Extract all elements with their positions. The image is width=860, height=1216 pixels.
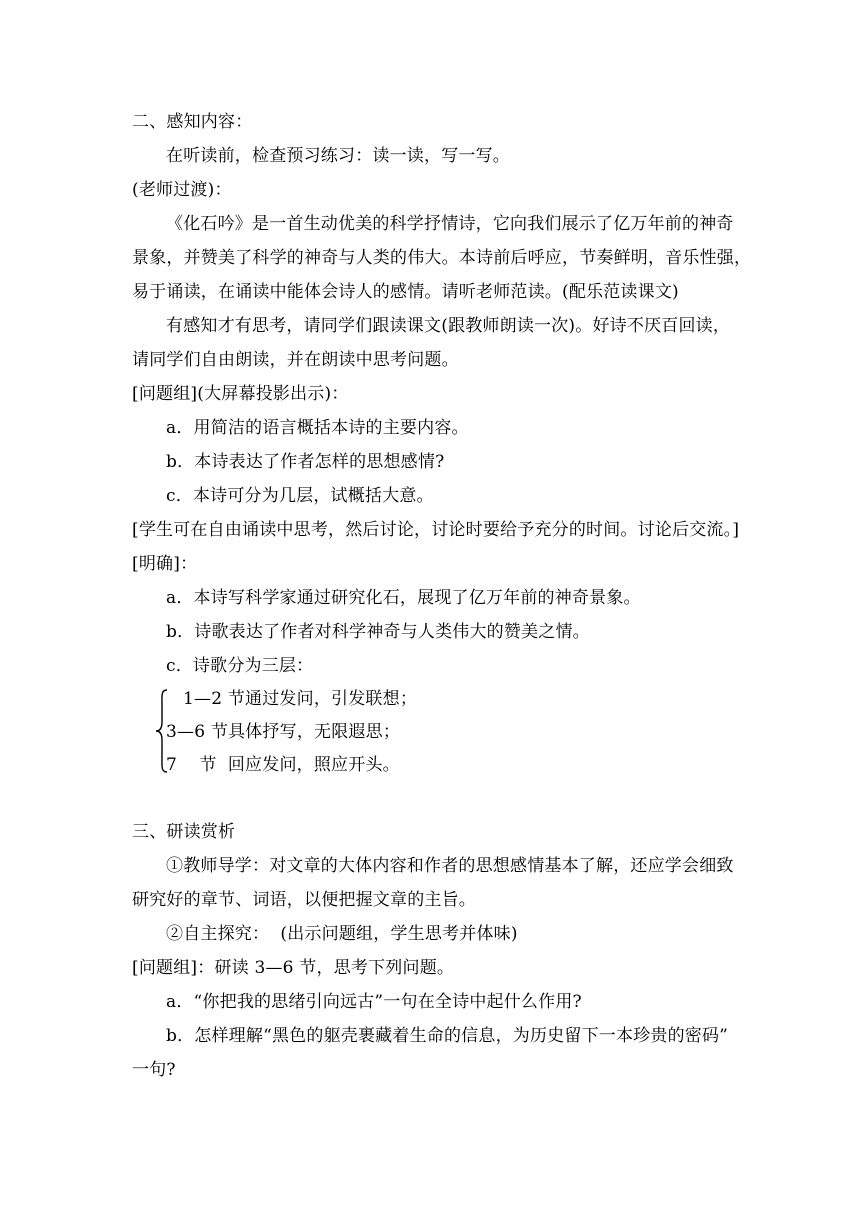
- paragraph-reading-line2: 请同学们自由朗读，并在朗读中思考问题。: [132, 350, 459, 370]
- answer-item-a: a．本诗写科学家通过研究化石，展现了亿万年前的神奇景象。: [166, 588, 641, 608]
- question-item-a: a．用简洁的语言概括本诗的主要内容。: [166, 418, 469, 438]
- study-question-b-line2: 一句?: [132, 1060, 176, 1080]
- section-heading-study: 三、研读赏析: [132, 822, 236, 842]
- question-group-study-label: [问题组]：研读 3—6 节，思考下列问题。: [132, 958, 455, 978]
- question-group-label: [问题组](大屏幕投影出示)：: [132, 384, 349, 404]
- teacher-transition-label: (老师过渡)：: [132, 180, 232, 200]
- answer-item-b: b．诗歌表达了作者对科学神奇与人类伟大的赞美之情。: [166, 622, 590, 642]
- paragraph-guide-line1: ①教师导学：对文章的大体内容和作者的思想感情基本了解，还应学会细致: [166, 856, 734, 876]
- study-question-a: a．“你把我的思绪引向远古”一句在全诗中起什么作用?: [166, 992, 582, 1012]
- layer-item-1: 1—2 节通过发问，引发联想；: [183, 689, 418, 709]
- question-item-c: c．本诗可分为几层，试概括大意。: [166, 486, 434, 506]
- paragraph-guide-line2: 研究好的章节、词语，以便把握文章的主旨。: [132, 890, 476, 910]
- layer-item-3: 7 节 回应发问，照应开头。: [166, 755, 400, 775]
- section-heading-perception: 二、感知内容：: [132, 112, 253, 132]
- study-question-b-line1: b．怎样理解“黑色的躯壳裹藏着生命的信息，为历史留下一本珍贵的密码”: [166, 1026, 729, 1046]
- discussion-note: [学生可在自由诵读中思考，然后讨论，讨论时要给予充分的时间。讨论后交流。]: [132, 520, 740, 540]
- question-item-b: b．本诗表达了作者怎样的思想感情?: [166, 452, 445, 472]
- layer-item-2: 3—6 节具体抒写，无限遐思；: [166, 722, 401, 742]
- paragraph-preview-check: 在听读前，检查预习练习：读一读，写一写。: [166, 146, 510, 166]
- clarify-label: [明确]：: [132, 554, 198, 574]
- paragraph-explore: ②自主探究： (出示问题组，学生思考并体味): [166, 924, 518, 944]
- paragraph-intro-line2: 景象，并赞美了科学的神奇与人类的伟大。本诗前后呼应，节奏鲜明，音乐性强，: [132, 248, 752, 268]
- paragraph-intro-line3: 易于诵读，在诵读中能体会诗人的感情。请听老师范读。(配乐范读课文): [132, 282, 679, 302]
- answer-item-c: c．诗歌分为三层：: [166, 656, 314, 676]
- paragraph-reading-line1: 有感知才有思考，请同学们跟读课文(跟教师朗读一次)。好诗不厌百回读，: [166, 316, 731, 336]
- paragraph-intro-line1: 《化石吟》是一首生动优美的科学抒情诗，它向我们展示了亿万年前的神奇: [166, 214, 734, 234]
